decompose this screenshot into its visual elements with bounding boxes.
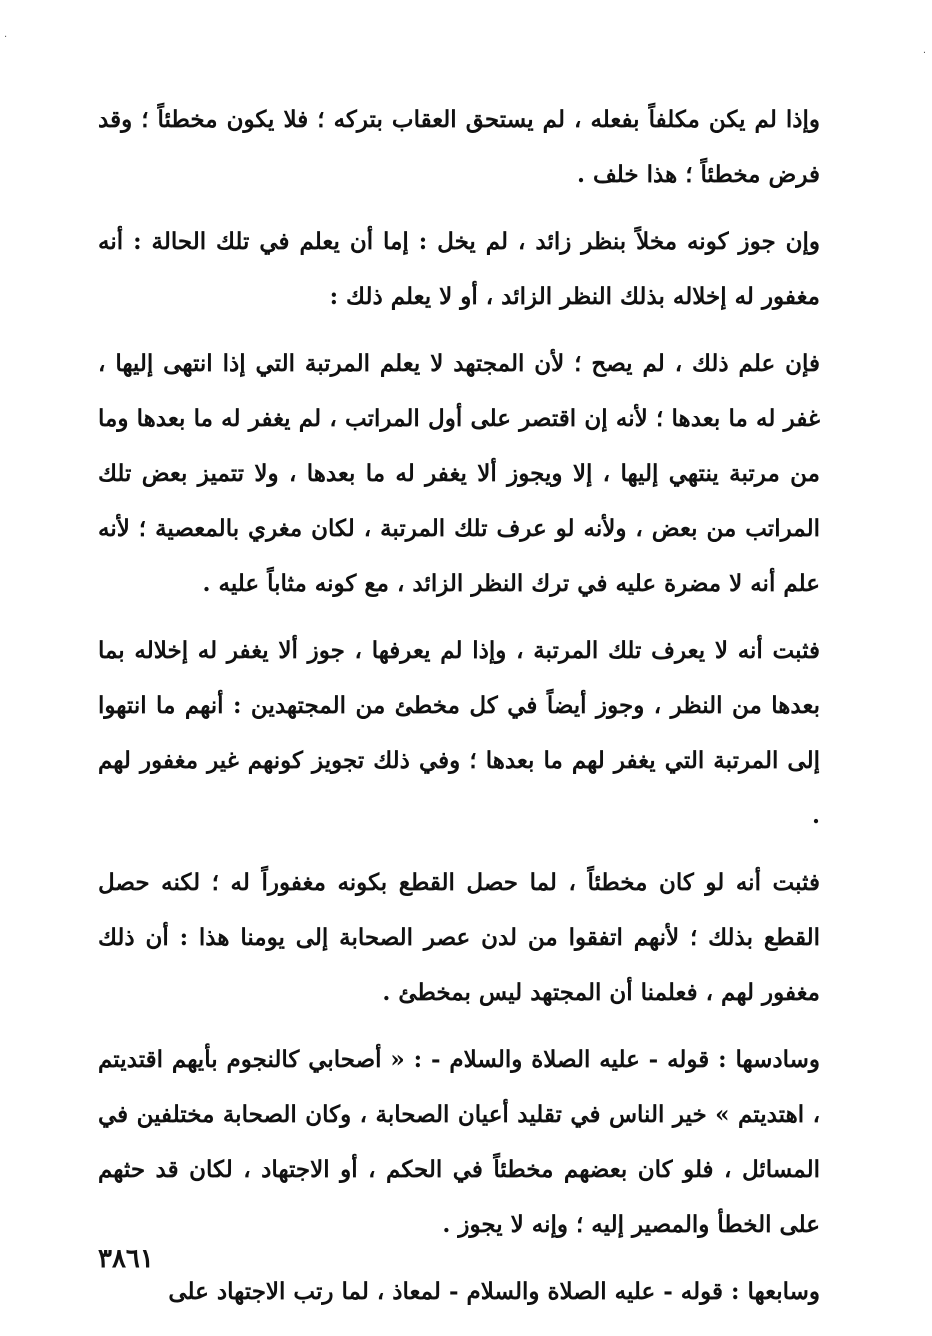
paragraph-2: وإن جوز كونه مخلاً بنظر زائد ، لم يخل : إما أن يعلم في تلك الحالة : أنه مغفور له إخلاله بذلك النظر الزائد ، أو لا يعلم ذلك : (98, 228, 820, 310)
paragraph-7: وسابعها : قوله - عليه الصلاة والسلام - لمعاذ ، لما رتب الاجتهاد على (168, 1278, 820, 1305)
paragraph-5: فثبت أنه لو كان مخطئاً ، لما حصل القطع بكونه مغفوراً له ؛ لكنه حصل القطع بذلك ؛ لأنهم اتفقوا من لدن عصر الصحابة إلى يومنا هذا : أن ذلك مغفور لهم ، فعلمنا أن المجتهد ليس بمخطئ . (98, 869, 820, 1006)
main-text (98, 92, 820, 1331)
scan-edge-mark: · (922, 48, 926, 59)
paragraph-3: فإن علم ذلك ، لم يصح ؛ لأن المجتهد لا يعلم المرتبة التي إذا انتهى إليها ، غفر له ما بعدها ؛ لأنه إن اقتصر على أول المراتب ، لم يغفر له ما بعدها وما من مرتبة ينتهي إليها ، إلا ويجوز ألا يغفر له ما بعدها ، ولا تتميز بعض تلك المراتب من بعض ، ولأنه لو عرف تلك المرتبة ، لكان مغري بالمعصية ؛ لأنه علم أنه لا مضرة عليه في ترك النظر الزائد ، مع كونه مثاباً عليه . (98, 350, 820, 597)
page-number: ٣٨٦١ (98, 1244, 154, 1274)
paragraph-4: فثبت أنه لا يعرف تلك المرتبة ، وإذا لم يعرفها ، جوز ألا يغفر له إخلاله بما بعدها من النظر ، وجوز أيضاً في كل مخطئ من المجتهدين : أنهم ما انتهوا إلى المرتبة التي يغفر لهم ما بعدها ؛ وفي ذلك تجويز كونهم غير مغفور لهم . (98, 637, 820, 829)
paragraph-6: وسادسها : قوله - عليه الصلاة والسلام - : « أصحابي كالنجوم بأيهم اقتديتم ، اهتديتم » خير الناس في تقليد أعيان الصحابة ، وكان الصحابة مختلفين في المسائل ، فلو كان بعضهم مخطئاً في الحكم ، أو الاجتهاد ، لكان قد حثهم على الخطأ والمصير إليه ؛ وإنه لا يجوز . (98, 1046, 820, 1238)
paragraph-1: وإذا لم يكن مكلفاً بفعله ، لم يستحق العقاب بتركه ؛ فلا يكون مخطئاً ؛ وقد فرض مخطئاً ؛ هذا خلف . (98, 106, 820, 188)
scan-edge-mark: · (4, 32, 8, 43)
